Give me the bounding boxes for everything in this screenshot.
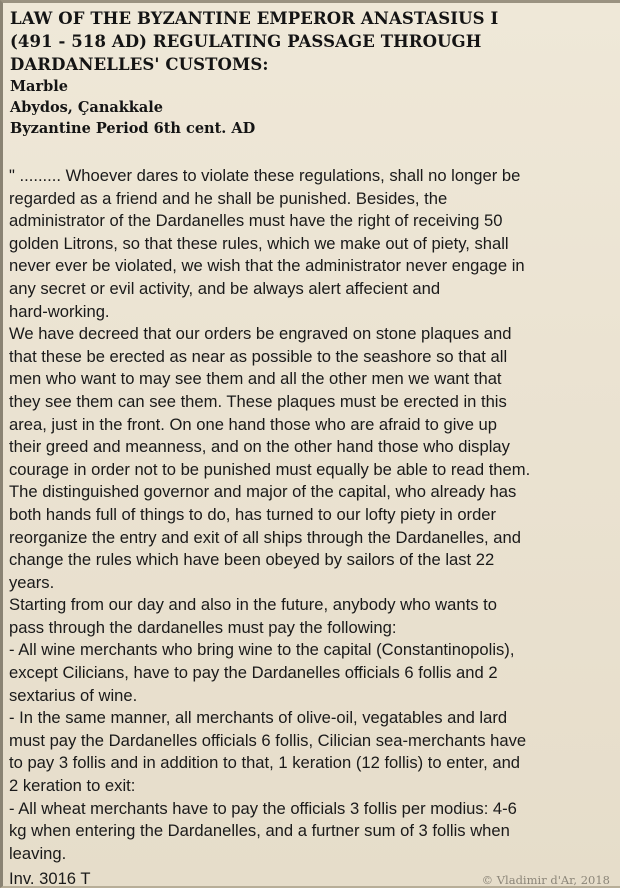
body-line: must pay the Dardanelles officials 6 follis, Cilician sea-merchants have [9, 730, 527, 750]
body-line: never ever be violated, we wish that the administrator never engage in [9, 256, 525, 276]
body-line: administrator of the Dardanelles must have the right of receiving 50 [9, 211, 503, 231]
body-line: Starting from our day and also in the future, anybody who wants to [9, 595, 497, 615]
body-line: golden Litrons, so that these rules, which we make out of piety, shall [9, 233, 509, 253]
body-line: both hands full of things to do, has turned to our lofty piety in order [9, 504, 497, 524]
provenance-line: Abydos, Çanakkale [10, 99, 163, 116]
body-line: their greed and meanness, and on the other hand those who display [9, 437, 510, 457]
title-line-2: (491 - 518 AD) REGULATING PASSAGE THROUGH [10, 32, 482, 51]
body-line: We have decreed that our orders be engraved on stone plaques and [9, 324, 512, 344]
body-line: they see them can see them. These plaques must be erected in this [9, 391, 507, 411]
body-line: to pay 3 follis and in addition to that, 1 keration (12 follis) to enter, and [9, 753, 521, 773]
inscription-translation [9, 165, 620, 865]
title-line-1: LAW OF THE BYZANTINE EMPEROR ANASTASIUS I [10, 9, 499, 28]
body-line: " ......... Whoever dares to violate these regulations, shall no longer be [9, 166, 521, 185]
body-line: years. [9, 572, 55, 592]
body-line: change the rules which have been obeyed by sailors of the last 22 [9, 550, 495, 570]
body-line: men who want to may see them and all the other men we want that [9, 369, 502, 389]
body-line: regarded as a friend and he shall be punished. Besides, the [9, 188, 448, 208]
body-line: 2 keration to exit: [9, 776, 136, 796]
body-line: - All wheat merchants have to pay the officials 3 follis per modius: 4-6 [9, 798, 517, 818]
body-line: that these be erected as near as possible to the seashore so that all [9, 346, 508, 366]
body-line: except Cilicians, have to pay the Dardanelles officials 6 follis and 2 [9, 663, 498, 683]
body-line: - All wine merchants who bring wine to the capital (Constantinopolis), [9, 640, 515, 660]
body-line: any secret or evil activity, and be always alert affecient and [9, 278, 441, 298]
photo-copyright: © Vladimir d'Ar, 2018 [481, 873, 610, 887]
label-header [10, 7, 616, 139]
body-line: The distinguished governor and major of the capital, who already has [9, 482, 517, 502]
body-line: courage in order not to be punished must equally be able to read them. [9, 459, 531, 479]
material-line: Marble [10, 78, 68, 95]
body-line: kg when entering the Dardanelles, and a furtner sum of 3 follis when [9, 821, 510, 841]
body-line: leaving. [9, 843, 67, 863]
body-line: pass through the dardanelles must pay the following: [9, 617, 397, 637]
body-line: area, just in the front. On one hand those who are afraid to give up [9, 414, 497, 434]
inventory-number: Inv. 3016 T [9, 869, 91, 888]
period-line: Byzantine Period 6th cent. AD [10, 120, 256, 137]
body-line: sextarius of wine. [9, 685, 138, 705]
body-line: reorganize the entry and exit of all ships through the Dardanelles, and [9, 527, 521, 547]
body-line: hard-working. [9, 301, 110, 321]
title-line-3: DARDANELLES' CUSTOMS: [10, 55, 269, 74]
body-line: - In the same manner, all merchants of olive-oil, vegatables and lard [9, 708, 508, 728]
